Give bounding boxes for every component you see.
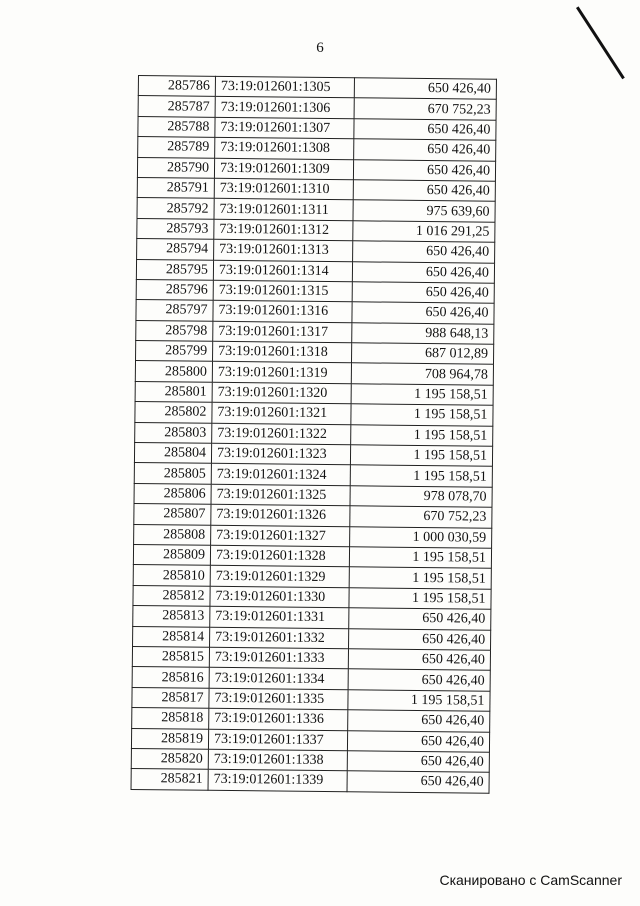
camscanner-footer: Сканировано с CamScanner [439,872,622,888]
register-table [131,75,497,793]
value-cell: 650 426,40 [353,241,495,263]
record-number-cell: 285813 [133,606,210,627]
cadastral-number-cell: 73:19:012601:1333 [209,647,348,669]
value-cell: 670 752,23 [350,506,492,528]
value-cell: 650 426,40 [347,751,489,773]
cadastral-number-cell: 73:19:012601:1331 [210,606,349,628]
record-number-cell: 285789 [138,137,215,158]
value-cell: 1 195 158,51 [349,567,491,589]
record-number-cell: 285797 [136,300,213,321]
cadastral-number-cell: 73:19:012601:1310 [214,178,353,200]
record-number-cell: 285787 [138,96,215,117]
record-number-cell: 285816 [132,667,209,688]
record-number-cell: 285793 [137,218,214,239]
cadastral-number-cell: 73:19:012601:1317 [213,321,352,343]
cadastral-number-cell: 73:19:012601:1315 [213,280,352,302]
record-number-cell: 285807 [134,504,211,525]
value-cell: 650 426,40 [348,649,490,671]
value-cell: 650 426,40 [354,139,496,161]
record-number-cell: 285818 [132,708,209,729]
cadastral-number-cell: 73:19:012601:1336 [209,708,348,730]
cadastral-number-cell: 73:19:012601:1320 [212,382,351,404]
record-number-cell: 285802 [135,402,212,423]
value-cell: 687 012,89 [351,343,493,365]
cadastral-number-cell: 73:19:012601:1335 [209,688,348,710]
record-number-cell: 285808 [134,524,211,545]
cadastral-number-cell: 73:19:012601:1328 [210,545,349,567]
page-number: 6 [316,40,324,56]
record-number-cell: 285810 [133,565,210,586]
record-number-cell: 285790 [137,157,214,178]
cadastral-number-cell: 73:19:012601:1312 [214,219,353,241]
record-number-cell: 285786 [138,76,215,97]
record-number-cell: 285799 [136,341,213,362]
value-cell: 1 195 158,51 [350,445,492,467]
table-row [131,769,489,793]
value-cell: 1 195 158,51 [349,588,491,610]
cadastral-number-cell: 73:19:012601:1323 [211,443,350,465]
value-cell: 988 648,13 [352,322,494,344]
record-number-cell: 285788 [138,116,215,137]
cadastral-number-cell: 73:19:012601:1319 [212,362,351,384]
value-cell: 1 195 158,51 [351,384,493,406]
cadastral-number-cell: 73:19:012601:1327 [211,525,350,547]
cadastral-number-cell: 73:19:012601:1321 [212,403,351,425]
record-number-cell: 285819 [131,728,208,749]
value-cell: 650 426,40 [348,669,490,691]
record-number-cell: 285809 [133,544,210,565]
record-number-cell: 285804 [134,443,211,464]
record-number-cell: 285815 [132,646,209,667]
cadastral-number-cell: 73:19:012601:1326 [211,504,350,526]
cadastral-number-cell: 73:19:012601:1338 [208,749,347,771]
value-cell: 1 195 158,51 [351,404,493,426]
cadastral-number-cell: 73:19:012601:1332 [210,627,349,649]
cadastral-number-cell: 73:19:012601:1309 [214,158,353,180]
value-cell: 975 639,60 [353,200,495,222]
value-cell: 650 426,40 [347,771,489,793]
cadastral-number-cell: 73:19:012601:1316 [213,301,352,323]
cadastral-number-cell: 73:19:012601:1314 [213,260,352,282]
record-number-cell: 285796 [136,279,213,300]
value-cell: 708 964,78 [351,363,493,385]
value-cell: 650 426,40 [349,628,491,650]
value-cell: 650 426,40 [353,180,495,202]
cadastral-number-cell: 73:19:012601:1318 [213,341,352,363]
cadastral-number-cell: 73:19:012601:1330 [210,586,349,608]
record-number-cell: 285806 [134,483,211,504]
record-number-cell: 285791 [137,177,214,198]
cadastral-number-cell: 73:19:012601:1339 [208,770,347,792]
record-number-cell: 285820 [131,748,208,769]
cadastral-number-cell: 73:19:012601:1308 [215,137,354,159]
record-number-cell: 285795 [136,259,213,280]
record-number-cell: 285800 [135,361,212,382]
record-number-cell: 285812 [133,585,210,606]
cadastral-number-cell: 73:19:012601:1337 [208,729,347,751]
cadastral-number-cell: 73:19:012601:1334 [209,668,348,690]
value-cell: 650 426,40 [353,159,495,181]
register-table-body [131,76,496,793]
value-cell: 650 426,40 [352,282,494,304]
value-cell: 1 195 158,51 [350,465,492,487]
cadastral-number-cell: 73:19:012601:1307 [215,117,354,139]
cadastral-number-cell: 73:19:012601:1324 [211,464,350,486]
value-cell: 670 752,23 [354,98,496,120]
value-cell: 978 078,70 [350,486,492,508]
record-number-cell: 285794 [137,239,214,260]
value-cell: 650 426,40 [354,119,496,141]
value-cell: 1 195 158,51 [348,689,490,711]
value-cell: 650 426,40 [348,710,490,732]
cadastral-number-cell: 73:19:012601:1329 [210,566,349,588]
cadastral-number-cell: 73:19:012601:1305 [215,76,354,98]
record-number-cell: 285821 [131,769,208,790]
cadastral-number-cell: 73:19:012601:1311 [214,199,353,221]
record-number-cell: 285792 [137,198,214,219]
value-cell: 650 426,40 [347,730,489,752]
value-cell: 1 195 158,51 [349,547,491,569]
cadastral-number-cell: 73:19:012601:1306 [215,97,354,119]
value-cell: 1 000 030,59 [350,526,492,548]
record-number-cell: 285814 [133,626,210,647]
value-cell: 650 426,40 [352,302,494,324]
value-cell: 1 016 291,25 [353,220,495,242]
value-cell: 650 426,40 [352,261,494,283]
cadastral-number-cell: 73:19:012601:1325 [211,484,350,506]
record-number-cell: 285801 [135,381,212,402]
record-number-cell: 285817 [132,687,209,708]
cadastral-number-cell: 73:19:012601:1322 [212,423,351,445]
value-cell: 1 195 158,51 [351,424,493,446]
record-number-cell: 285803 [135,422,212,443]
record-number-cell: 285805 [134,463,211,484]
record-number-cell: 285798 [136,320,213,341]
value-cell: 650 426,40 [354,78,496,100]
value-cell: 650 426,40 [349,608,491,630]
cadastral-number-cell: 73:19:012601:1313 [214,239,353,261]
